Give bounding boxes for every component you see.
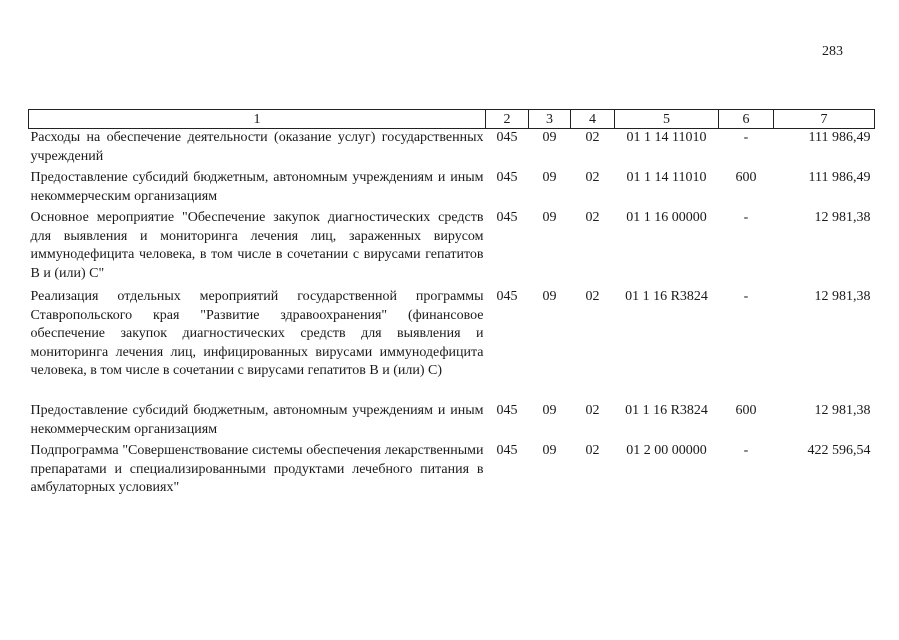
- row-description: Подпрограмма "Совершенствование системы обеспечения лекарственными препаратами и специализированными продуктами лечебного питания в амбулаторных условиях": [30, 443, 484, 495]
- header-col-6: 6: [719, 110, 774, 129]
- row-ministry-code: 045: [496, 130, 518, 145]
- row-subsection-code: 02: [585, 403, 600, 418]
- row-subsection-code: 02: [585, 443, 600, 458]
- row-section-code: 09: [542, 210, 557, 225]
- row-expense-type: -: [743, 130, 749, 145]
- row-amount: 111 986,49: [808, 130, 871, 145]
- row-target-code: 01 1 16 00000: [626, 210, 707, 225]
- row-expense-type: -: [743, 210, 749, 225]
- row-amount: 111 986,49: [808, 170, 871, 185]
- header-col-2: 2: [486, 110, 529, 129]
- table-header-row: [29, 110, 875, 129]
- row-ministry-code: 045: [496, 210, 518, 225]
- row-ministry-code: 045: [496, 170, 518, 185]
- row-target-code: 01 1 16 R3824: [625, 403, 708, 418]
- page-number: 283: [822, 44, 843, 59]
- header-col-4: 4: [571, 110, 615, 129]
- table-row: [29, 209, 875, 288]
- row-ministry-code: 045: [496, 403, 518, 418]
- table-row: [29, 169, 875, 209]
- row-section-code: 09: [542, 130, 557, 145]
- table-row: [29, 288, 875, 402]
- row-section-code: 09: [542, 289, 557, 304]
- row-expense-type: 600: [735, 170, 757, 185]
- table-row: [29, 129, 875, 170]
- row-amount: 12 981,38: [814, 289, 871, 304]
- row-amount: 12 981,38: [814, 403, 871, 418]
- row-subsection-code: 02: [585, 210, 600, 225]
- row-subsection-code: 02: [585, 289, 600, 304]
- row-target-code: 01 1 16 R3824: [625, 289, 708, 304]
- row-target-code: 01 1 14 11010: [626, 170, 707, 185]
- row-target-code: 01 2 00 00000: [626, 443, 707, 458]
- header-col-5: 5: [615, 110, 719, 129]
- row-expense-type: 600: [735, 403, 757, 418]
- row-subsection-code: 02: [585, 170, 600, 185]
- table-row: [29, 402, 875, 442]
- row-section-code: 09: [542, 443, 557, 458]
- row-amount: 422 596,54: [807, 443, 871, 458]
- header-col-3: 3: [529, 110, 571, 129]
- row-description: Основное мероприятие "Обеспечение закупок диагностических средств для выявления и мониторинга лечения лиц, зараженных вирусом иммунодефицита человека, в том числе в сочетании с вирусами гепатитов В и (или) С": [30, 210, 484, 281]
- row-amount: 12 981,38: [814, 210, 871, 225]
- row-section-code: 09: [542, 170, 557, 185]
- header-col-7: 7: [774, 110, 875, 129]
- row-expense-type: -: [743, 443, 749, 458]
- row-section-code: 09: [542, 403, 557, 418]
- budget-table: [28, 109, 875, 502]
- header-col-1: 1: [29, 110, 486, 129]
- row-description: Предоставление субсидий бюджетным, автономным учреждениям и иным некоммерческим организациям: [30, 403, 484, 437]
- row-description: Расходы на обеспечение деятельности (оказание услуг) государственных учреждений: [30, 130, 484, 164]
- row-description: Предоставление субсидий бюджетным, автономным учреждениям и иным некоммерческим организациям: [30, 170, 484, 204]
- row-ministry-code: 045: [496, 289, 518, 304]
- table-row: [29, 442, 875, 502]
- row-description: Реализация отдельных мероприятий государственной программы Ставропольского края "Развитие здравоохранения" (финансовое обеспечение закупок диагностических средств для выявления и мониторинга лечения лиц, инфицированных вирусами иммунодефицита человека, в том числе в сочетании с вирусами гепатитов В и (или) С): [30, 289, 484, 378]
- row-target-code: 01 1 14 11010: [626, 130, 707, 145]
- row-expense-type: -: [743, 289, 749, 304]
- row-subsection-code: 02: [585, 130, 600, 145]
- row-ministry-code: 045: [496, 443, 518, 458]
